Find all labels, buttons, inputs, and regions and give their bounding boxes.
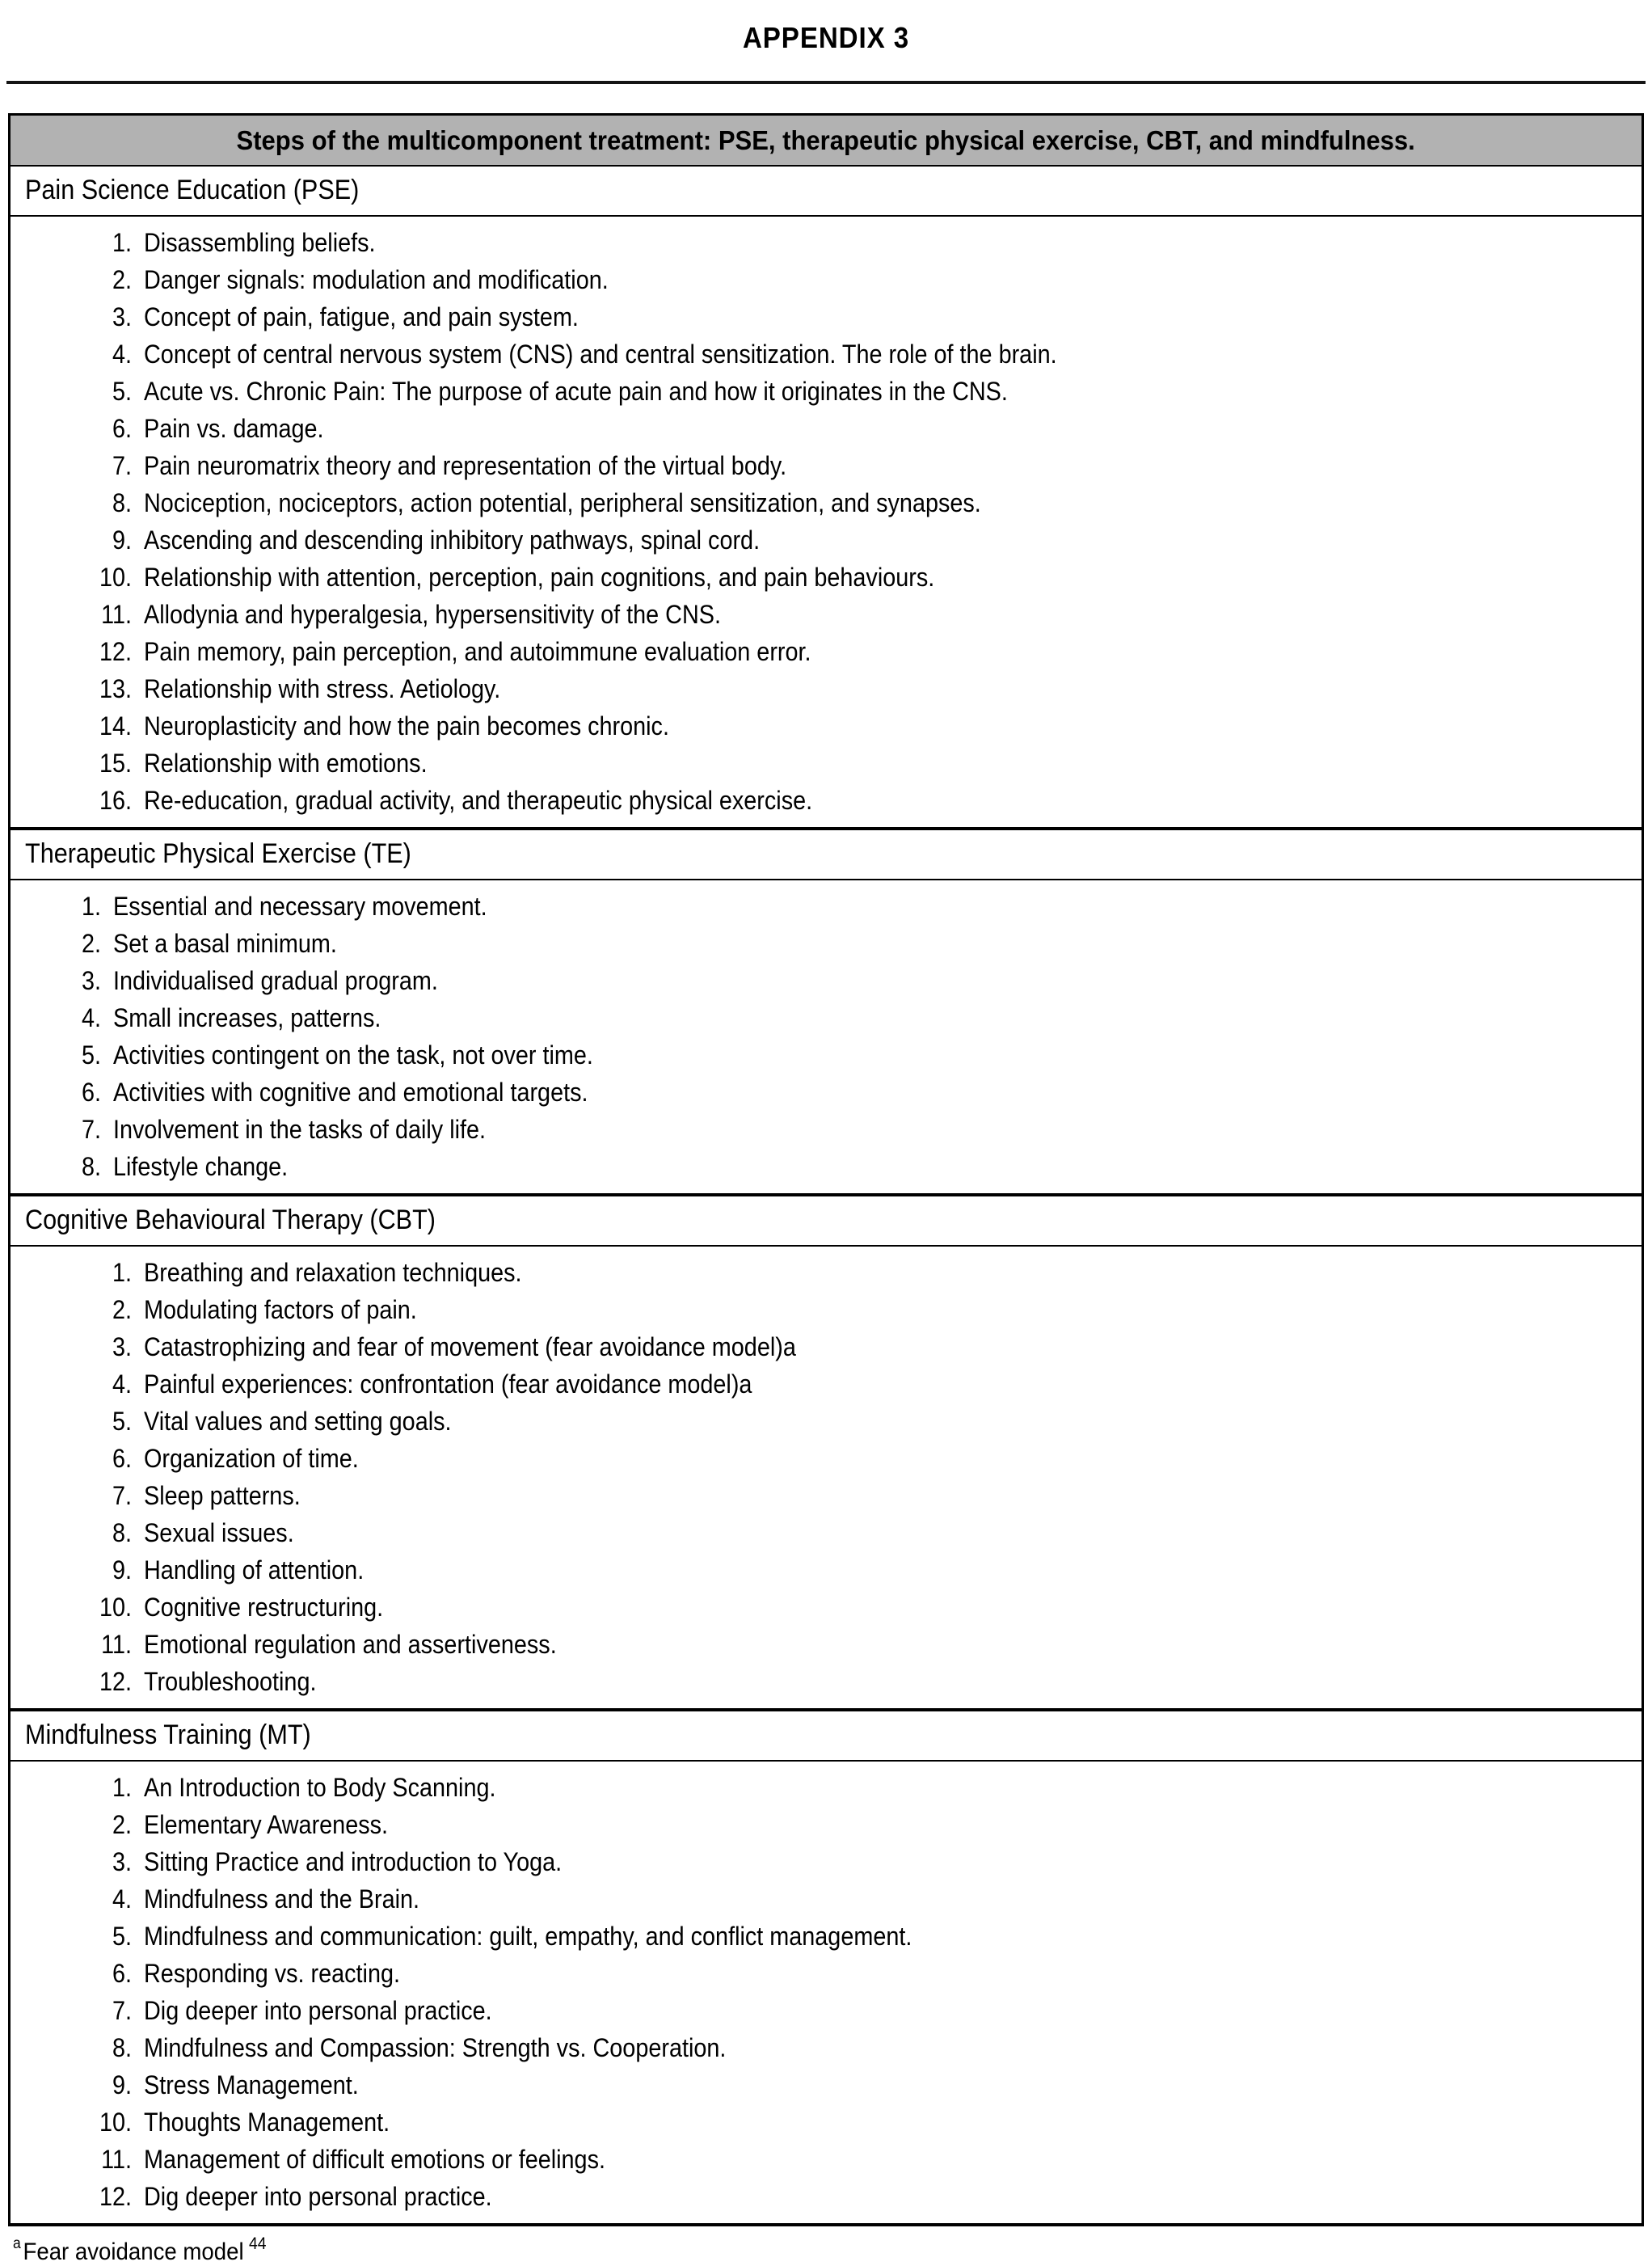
item-number: 1. [112, 1258, 132, 1287]
list-item [11, 447, 1625, 484]
title-rule [6, 81, 1646, 84]
list-item [11, 670, 1625, 707]
list-item [11, 335, 1625, 373]
list-item [11, 1626, 1625, 1663]
item-number: 7. [112, 1481, 132, 1510]
list-item [11, 962, 1625, 999]
section-header-text: Therapeutic Physical Exercise (TE) [25, 838, 411, 869]
item-text: Vital values and setting goals. [144, 1407, 452, 1436]
item-text: Emotional regulation and assertiveness. [144, 1630, 557, 1659]
item-number: 10. [99, 2108, 132, 2137]
list-item [11, 1806, 1625, 1843]
item-number: 9. [112, 1555, 132, 1585]
item-text: Danger signals: modulation and modification. [144, 265, 609, 294]
item-text: Thoughts Management. [144, 2108, 390, 2137]
table-header [11, 116, 1641, 167]
list-item [11, 999, 1625, 1036]
treatment-table-sections [11, 167, 1641, 2223]
item-number: 6. [112, 414, 132, 443]
item-text: An Introduction to Body Scanning. [144, 1773, 496, 1802]
section-item-list [11, 880, 1641, 1193]
item-text: Concept of pain, fatigue, and pain system. [144, 302, 579, 331]
list-item [11, 559, 1625, 596]
section-header-text: Pain Science Education (PSE) [25, 175, 360, 205]
item-text: Modulating factors of pain. [144, 1295, 417, 1324]
list-item [11, 1440, 1625, 1477]
document-page [0, 21, 1652, 2265]
list-item [11, 1111, 1625, 1148]
item-number: 5. [112, 1922, 132, 1951]
item-number: 12. [99, 2182, 132, 2211]
item-number: 3. [112, 1847, 132, 1876]
item-text: Mindfulness and communication: guilt, empathy, and conflict management. [144, 1922, 912, 1951]
item-number: 7. [112, 1996, 132, 2025]
list-item [11, 1769, 1625, 1806]
list-item [11, 925, 1625, 962]
item-text: Ascending and descending inhibitory pathways, spinal cord. [144, 525, 761, 555]
item-number: 14. [99, 711, 132, 741]
list-item [11, 2029, 1625, 2066]
treatment-section [11, 167, 1641, 827]
list-item [11, 1843, 1625, 1880]
list-item [11, 1074, 1625, 1111]
item-text: Pain memory, pain perception, and autoimmune evaluation error. [144, 637, 811, 666]
item-text: Activities contingent on the task, not over time. [113, 1040, 593, 1070]
list-item [11, 1254, 1625, 1291]
item-number: 5. [112, 1407, 132, 1436]
item-text: Set a basal minimum. [113, 929, 337, 958]
list-item [11, 633, 1625, 670]
item-number: 12. [99, 637, 132, 666]
item-number: 11. [101, 2145, 132, 2174]
item-number: 11. [101, 600, 132, 629]
table-header-text: Steps of the multicomponent treatment: PSE, therapeutic physical exercise, CBT, and mindfulness. [236, 125, 1416, 155]
item-text: Pain neuromatrix theory and representation of the virtual body. [144, 451, 787, 480]
list-item [11, 1955, 1625, 1992]
item-text: Mindfulness and the Brain. [144, 1884, 420, 1914]
list-item [11, 2178, 1625, 2215]
section-header-text: Cognitive Behavioural Therapy (CBT) [25, 1205, 436, 1235]
item-number: 4. [112, 1884, 132, 1914]
item-text: Sleep patterns. [144, 1481, 301, 1510]
section-item-list [11, 217, 1641, 827]
item-number: 7. [81, 1115, 101, 1144]
list-item [11, 484, 1625, 521]
item-number: 5. [81, 1040, 101, 1070]
list-item [11, 1663, 1625, 1700]
item-text: Small increases, patterns. [113, 1003, 381, 1032]
item-number: 10. [99, 1593, 132, 1622]
item-text: Concept of central nervous system (CNS) and central sensitization. The role of the brain. [144, 340, 1057, 369]
item-number: 9. [112, 2070, 132, 2099]
item-number: 1. [81, 892, 101, 921]
item-text: Sexual issues. [144, 1518, 294, 1547]
list-item [11, 1514, 1625, 1551]
item-number: 3. [112, 302, 132, 331]
footnote [13, 2234, 1514, 2266]
item-number: 1. [112, 228, 132, 257]
item-text: Lifestyle change. [113, 1152, 289, 1181]
list-item [11, 1148, 1625, 1185]
item-number: 6. [81, 1078, 101, 1107]
item-text: Painful experiences: confrontation (fear avoidance model)a [144, 1369, 752, 1399]
page-title [0, 21, 1652, 55]
item-text: Handling of attention. [144, 1555, 365, 1585]
item-number: 6. [112, 1959, 132, 1988]
item-number: 1. [112, 1773, 132, 1802]
list-item [11, 1477, 1625, 1514]
item-text: Allodynia and hyperalgesia, hypersensitivity of the CNS. [144, 600, 721, 629]
list-item [11, 782, 1625, 819]
list-item [11, 707, 1625, 745]
item-text: Breathing and relaxation techniques. [144, 1258, 522, 1287]
treatment-section [11, 1708, 1641, 2223]
section-item-list [11, 1762, 1641, 2223]
section-header [11, 167, 1641, 217]
list-item [11, 1036, 1625, 1074]
treatment-section [11, 1193, 1641, 1708]
page-title-text: APPENDIX 3 [742, 21, 910, 54]
item-number: 13. [99, 674, 132, 703]
item-text: Relationship with emotions. [144, 749, 428, 778]
item-number: 15. [99, 749, 132, 778]
item-number: 2. [112, 1810, 132, 1839]
section-item-list [11, 1247, 1641, 1708]
item-number: 11. [101, 1630, 132, 1659]
list-item [11, 888, 1625, 925]
item-number: 5. [112, 377, 132, 406]
item-number: 2. [112, 1295, 132, 1324]
list-item [11, 1589, 1625, 1626]
item-text: Essential and necessary movement. [113, 892, 487, 921]
item-text: Mindfulness and Compassion: Strength vs. Cooperation. [144, 2033, 727, 2062]
list-item [11, 410, 1625, 447]
item-number: 4. [112, 1369, 132, 1399]
item-number: 2. [112, 265, 132, 294]
footnote-marker: a [13, 2235, 21, 2252]
footnote-reference: 44 [249, 2234, 267, 2253]
list-item [11, 2104, 1625, 2141]
item-text: Cognitive restructuring. [144, 1593, 384, 1622]
item-number: 8. [112, 2033, 132, 2062]
item-number: 3. [112, 1332, 132, 1361]
list-item [11, 1328, 1625, 1365]
list-item [11, 1992, 1625, 2029]
list-item [11, 2141, 1625, 2178]
item-number: 4. [112, 340, 132, 369]
item-text: Dig deeper into personal practice. [144, 2182, 492, 2211]
list-item [11, 1365, 1625, 1403]
item-number: 12. [99, 1667, 132, 1696]
section-header [11, 827, 1641, 880]
item-text: Disassembling beliefs. [144, 228, 376, 257]
list-item [11, 261, 1625, 298]
list-item [11, 745, 1625, 782]
footnote-text: Fear avoidance model [23, 2239, 244, 2265]
section-header-text: Mindfulness Training (MT) [25, 1720, 311, 1750]
item-number: 2. [81, 929, 101, 958]
item-number: 7. [112, 451, 132, 480]
item-number: 8. [112, 488, 132, 517]
section-header [11, 1708, 1641, 1762]
item-text: Relationship with attention, perception, pain cognitions, and pain behaviours. [144, 563, 935, 592]
item-text: Neuroplasticity and how the pain becomes chronic. [144, 711, 669, 741]
list-item [11, 373, 1625, 410]
list-item [11, 1880, 1625, 1918]
item-text: Management of difficult emotions or feelings. [144, 2145, 605, 2174]
item-text: Acute vs. Chronic Pain: The purpose of acute pain and how it originates in the CNS. [144, 377, 1008, 406]
treatment-section [11, 827, 1641, 1193]
item-text: Responding vs. reacting. [144, 1959, 400, 1988]
item-number: 10. [99, 563, 132, 592]
item-text: Elementary Awareness. [144, 1810, 389, 1839]
item-number: 8. [81, 1152, 101, 1181]
item-number: 9. [112, 525, 132, 555]
item-text: Stress Management. [144, 2070, 359, 2099]
item-text: Sitting Practice and introduction to Yoga. [144, 1847, 563, 1876]
item-text: Involvement in the tasks of daily life. [113, 1115, 487, 1144]
item-text: Individualised gradual program. [113, 966, 438, 995]
list-item [11, 1291, 1625, 1328]
item-text: Troubleshooting. [144, 1667, 317, 1696]
item-text: Re-education, gradual activity, and therapeutic physical exercise. [144, 786, 813, 815]
list-item [11, 298, 1625, 335]
item-number: 3. [81, 966, 101, 995]
list-item [11, 1551, 1625, 1589]
list-item [11, 521, 1625, 559]
list-item [11, 2066, 1625, 2104]
item-text: Pain vs. damage. [144, 414, 324, 443]
item-number: 6. [112, 1444, 132, 1473]
item-text: Organization of time. [144, 1444, 359, 1473]
item-text: Activities with cognitive and emotional targets. [113, 1078, 588, 1107]
treatment-table [8, 113, 1644, 2226]
item-text: Dig deeper into personal practice. [144, 1996, 492, 2025]
item-number: 8. [112, 1518, 132, 1547]
section-header [11, 1193, 1641, 1247]
list-item [11, 1403, 1625, 1440]
item-text: Catastrophizing and fear of movement (fear avoidance model)a [144, 1332, 796, 1361]
list-item [11, 224, 1625, 261]
item-text: Relationship with stress. Aetiology. [144, 674, 501, 703]
item-number: 4. [81, 1003, 101, 1032]
item-number: 16. [99, 786, 132, 815]
list-item [11, 596, 1625, 633]
item-text: Nociception, nociceptors, action potential, peripheral sensitization, and synapses. [144, 488, 981, 517]
list-item [11, 1918, 1625, 1955]
